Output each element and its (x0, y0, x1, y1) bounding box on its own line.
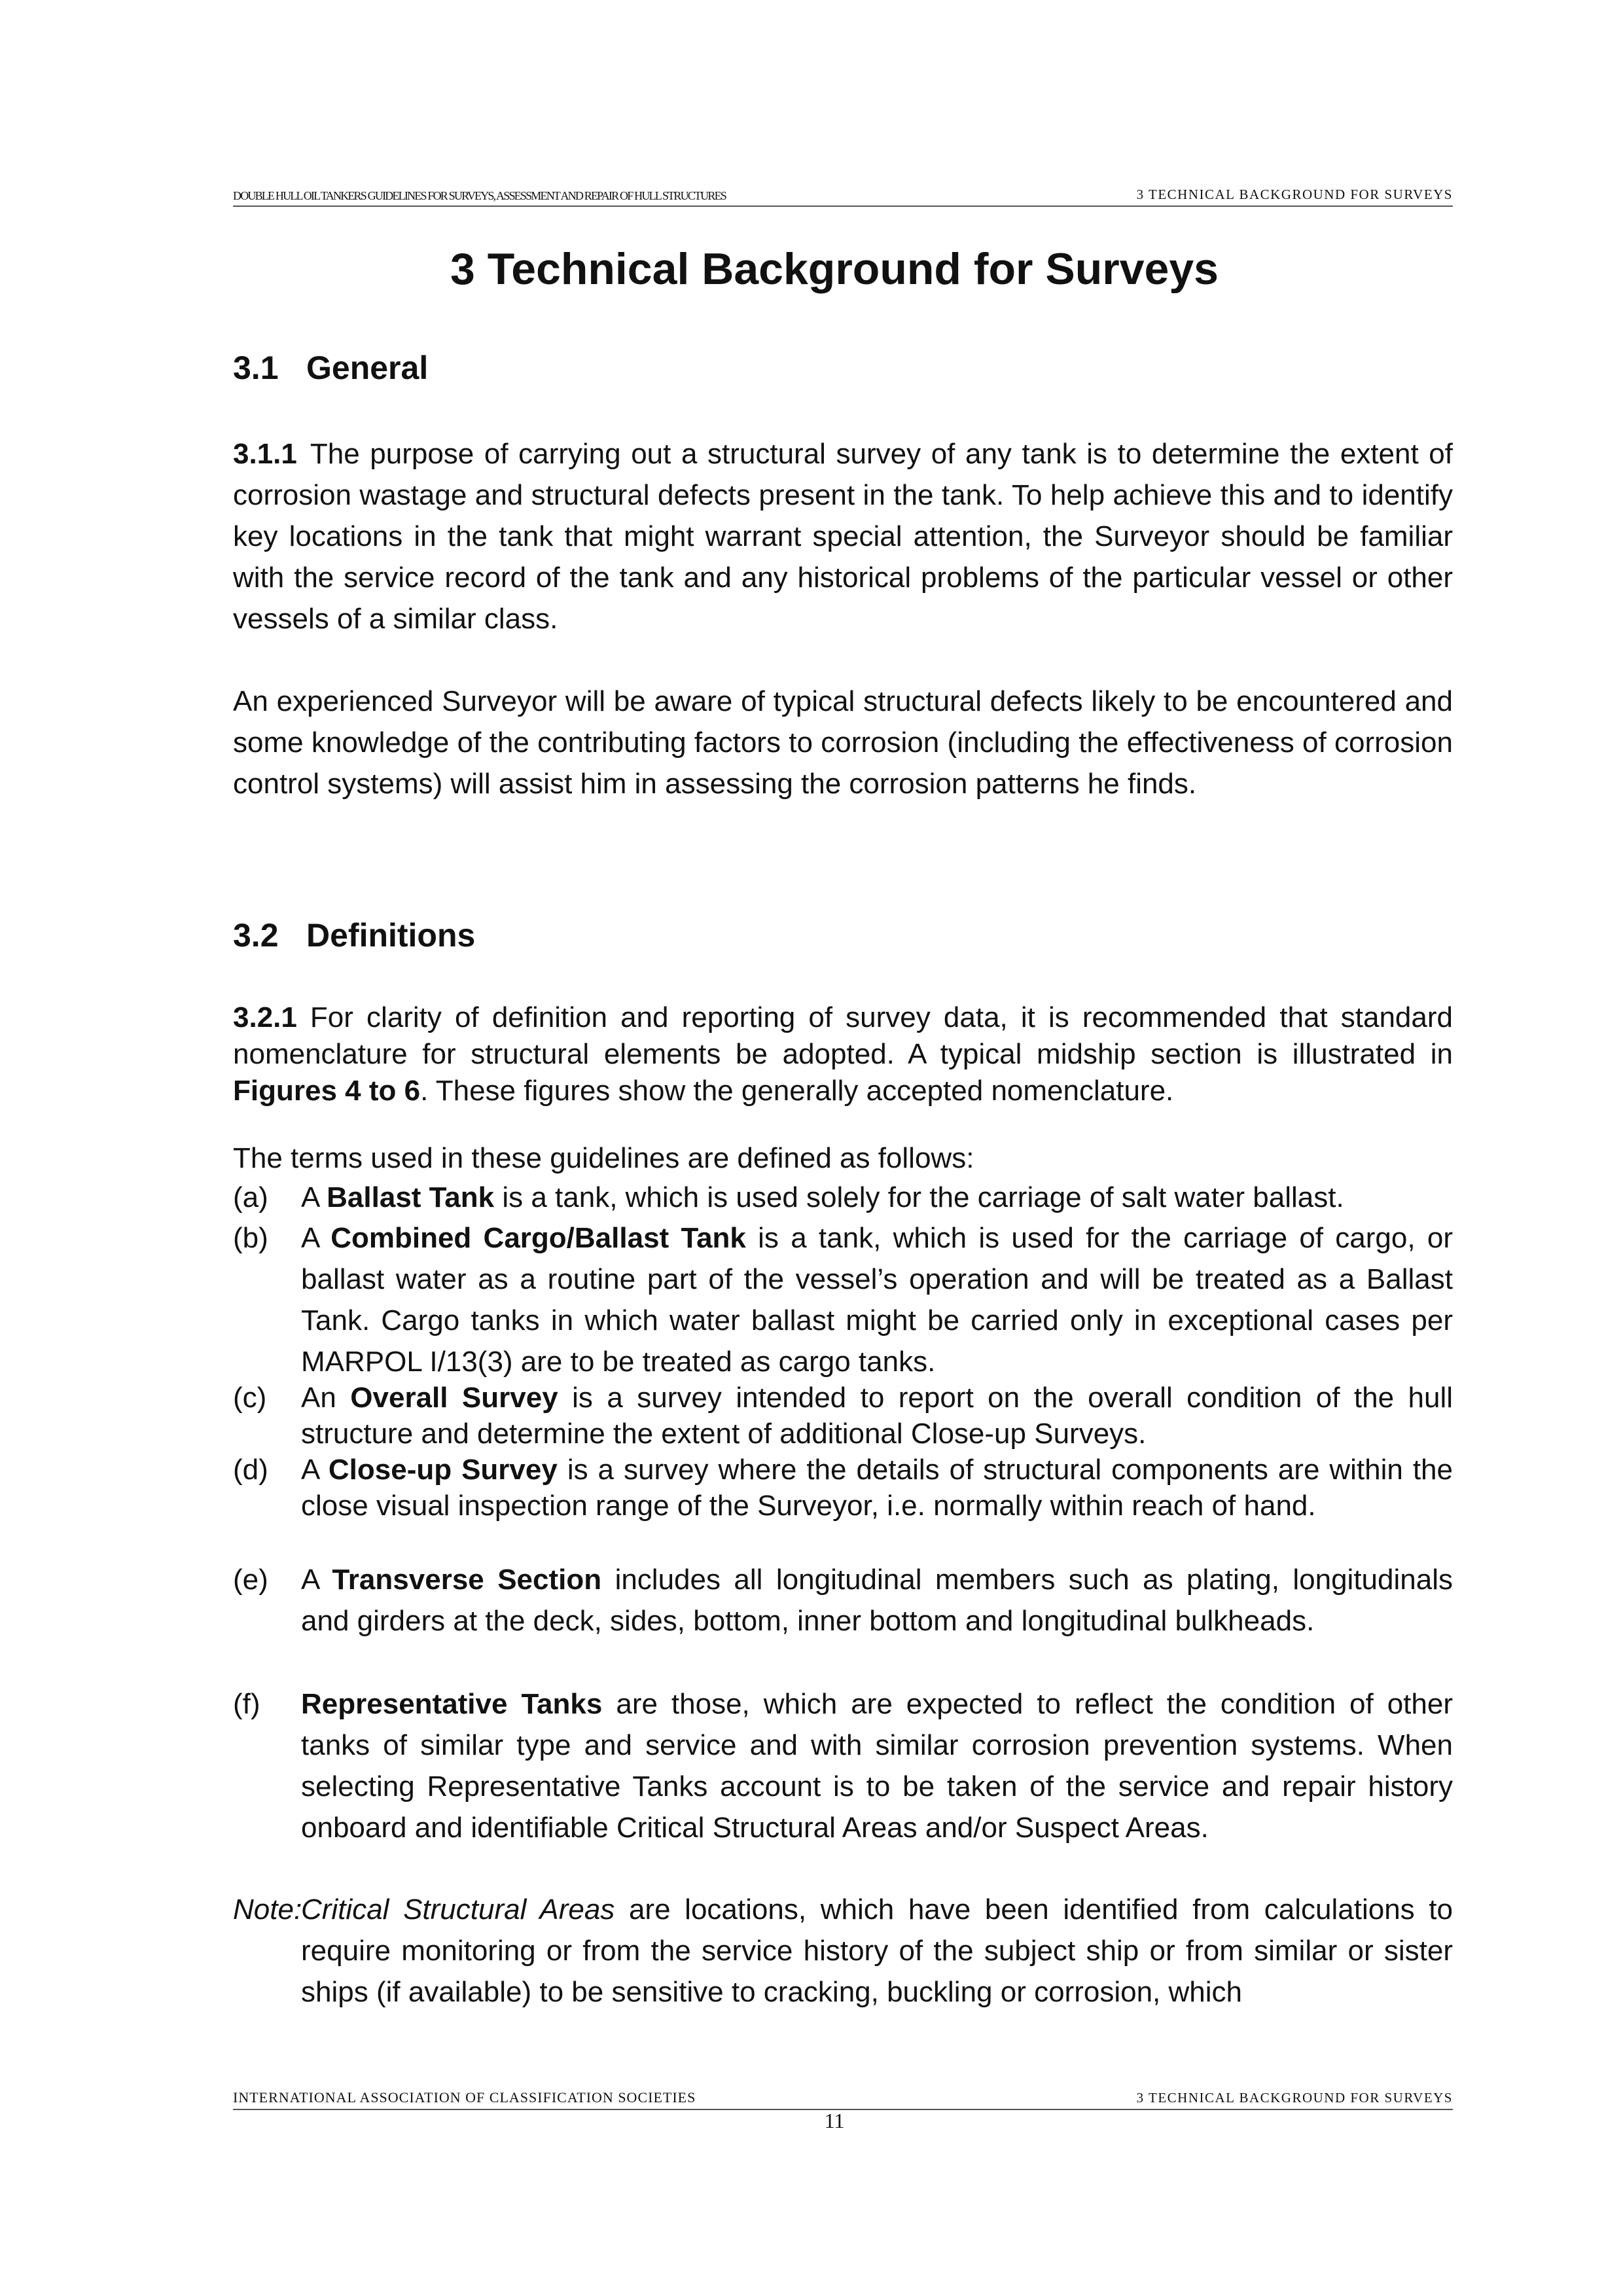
paragraph-number: 3.2.1 (233, 1001, 297, 1033)
footer-organization: INTERNATIONAL ASSOCIATION OF CLASSIFICATION SOCIETIES (233, 2089, 696, 2106)
item-term: Transverse Section (332, 1564, 602, 1596)
definitions-intro: The terms used in these guidelines are defined as follows: (233, 1142, 974, 1174)
definition-item-e (233, 1559, 1453, 1641)
running-header (233, 186, 1453, 207)
definition-item-d (233, 1452, 1453, 1524)
item-text: is a survey where the details of structural components are within the close visual inspection range of the Surveyor, i.e. normally within reach of hand. (301, 1454, 1453, 1522)
paragraph-text: An experienced Surveyor will be aware of typical structural defects likely to be encountered and some knowledge of the contributing factors to corrosion (including the effectiveness of corrosion control systems) will assist him in assessing the corrosion patterns he finds. (233, 685, 1453, 800)
paragraph-experienced-surveyor (233, 681, 1453, 804)
paragraph-3-1-1 (233, 433, 1453, 639)
section-heading-general (233, 349, 428, 387)
section-number: 3.1 (233, 350, 279, 386)
definition-item-a (233, 1177, 1453, 1218)
paragraph-text: The purpose of carrying out a structural survey of any tank is to determine the extent of corrosion wastage and structural defects present in the tank. To help achieve this and to identify key locations in the tank that might warrant special attention, the Surveyor should be familiar with the service record of the tank and any historical problems of the particular vessel or other vessels of a similar class. (233, 438, 1453, 635)
chapter-title: 3 Technical Background for Surveys (450, 244, 1219, 294)
note-label: Note: (233, 1893, 302, 1926)
paragraph-text-end: . These figures show the generally accepted nomenclature. (420, 1075, 1174, 1107)
item-label: (c) (233, 1382, 267, 1414)
item-term: Representative Tanks (301, 1688, 603, 1720)
item-article: A (301, 1454, 319, 1486)
header-chapter-title: 3 TECHNICAL BACKGROUND FOR SURVEYS (1136, 187, 1453, 202)
item-term: Overall Survey (350, 1382, 558, 1414)
item-label: (b) (233, 1222, 268, 1254)
paragraph-3-2-1 (233, 999, 1453, 1109)
page-number: 11 (824, 2109, 845, 2132)
item-article: A (301, 1181, 319, 1213)
item-term: Ballast Tank (327, 1181, 495, 1213)
paragraph-text: For clarity of definition and reporting of survey data, it is recommended that standard nomenclature for structural elements be adopted. A typical midship section is illustrated in (233, 1001, 1453, 1070)
item-text: includes all longitudinal members such as plating, longitudinals and girders at the deck, sides, bottom, inner bottom and longitudinal bulkheads. (301, 1564, 1453, 1637)
item-article: A (301, 1564, 319, 1596)
paragraph-number: 3.1.1 (233, 438, 297, 470)
section-title: Definitions (306, 917, 476, 954)
header-document-title: DOUBLE HULL OIL TANKERS GUIDELINES FOR SURVEYS, ASSESSMENT AND REPAIR OF HULL STRUCTURES (233, 189, 726, 202)
item-label: (d) (233, 1454, 268, 1486)
note-critical-structural-areas (233, 1889, 1453, 2013)
section-number: 3.2 (233, 917, 279, 954)
item-term: Combined Cargo/Ballast Tank (330, 1222, 746, 1254)
item-term: Close-up Survey (328, 1454, 558, 1486)
item-label: (e) (233, 1564, 268, 1596)
note-term: Critical Structural Areas (301, 1893, 615, 1926)
definition-item-b (233, 1217, 1453, 1382)
running-footer (233, 2089, 1453, 2110)
note-text: are locations, which have been identified from calculations to require monitoring or from the service history of the subject ship or from similar or sister ships (if available) to be sensitive to cracking, buckling or corrosion, which (301, 1893, 1453, 2008)
section-title: General (306, 350, 429, 386)
item-text: are those, which are expected to reflect the condition of other tanks of similar type and service and with similar corrosion prevention systems. When selecting Representative Tanks account is to be taken of the service and repair history onboard and identifiable Critical Structural Areas and/or Suspect Areas. (301, 1688, 1453, 1844)
item-label: (f) (233, 1688, 260, 1720)
item-text: is a tank, which is used solely for the carriage of salt water ballast. (502, 1181, 1344, 1213)
item-article: A (301, 1222, 319, 1254)
item-text: is a survey intended to report on the overall condition of the hull structure and determine the extent of additional Close-up Surveys. (301, 1382, 1453, 1450)
definition-item-c (233, 1380, 1453, 1452)
figure-reference: Figures 4 to 6 (233, 1075, 421, 1107)
item-text: is a tank, which is used for the carriage of cargo, or ballast water as a routine part of the vessel’s operation and will be treated as a Ballast Tank. Cargo tanks in which water ballast might be carried only in exceptional cases per MARPOL I/13(3) are to be treated as cargo tanks. (301, 1222, 1453, 1378)
definition-item-f (233, 1683, 1453, 1848)
section-heading-definitions (233, 916, 475, 954)
item-label: (a) (233, 1181, 268, 1213)
item-article: An (301, 1382, 336, 1414)
footer-chapter-title: 3 TECHNICAL BACKGROUND FOR SURVEYS (1136, 2090, 1453, 2106)
